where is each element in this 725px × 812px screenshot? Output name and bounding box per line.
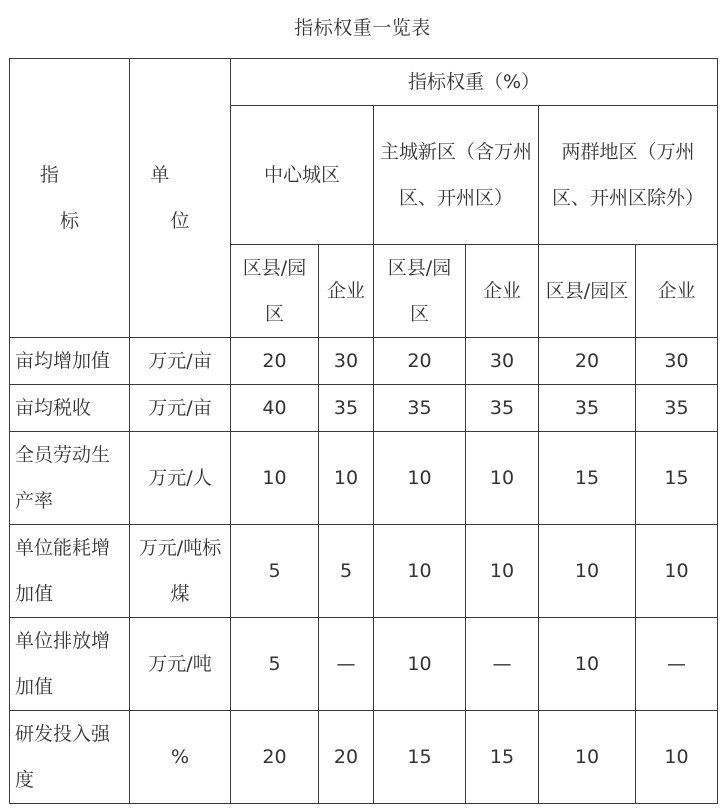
table-row	[10, 432, 718, 525]
row-value: 10	[466, 432, 539, 525]
row-value: 10	[374, 432, 466, 525]
header-sub-enterprise: 企业	[636, 245, 718, 338]
row-value: 15	[374, 711, 466, 804]
row-unit: 万元/吨	[130, 618, 231, 711]
row-indicator: 单位排放增加值	[10, 618, 130, 711]
header-sub-enterprise: 企业	[466, 245, 539, 338]
row-value: 10	[539, 618, 636, 711]
row-unit: 万元/人	[130, 432, 231, 525]
row-value: 5	[231, 525, 319, 618]
row-value: 15	[636, 432, 718, 525]
table-row	[10, 385, 718, 432]
row-unit: 万元/亩	[130, 338, 231, 385]
row-value: 20	[319, 711, 374, 804]
row-value: 35	[636, 385, 718, 432]
row-value: 35	[319, 385, 374, 432]
row-value: 20	[231, 338, 319, 385]
row-indicator: 全员劳动生产率	[10, 432, 130, 525]
table-row	[10, 338, 718, 385]
row-value: 10	[636, 525, 718, 618]
row-value: 10	[539, 525, 636, 618]
header-sub-county: 区县/园区	[374, 245, 466, 338]
row-value: 10	[636, 711, 718, 804]
table-row	[10, 618, 718, 711]
row-value: 35	[374, 385, 466, 432]
header-unit: 单 位	[130, 59, 231, 338]
header-sub-enterprise: 企业	[319, 245, 374, 338]
header-region-two-groups: 两群地区（万州区、开州区除外）	[539, 106, 718, 245]
row-unit: 万元/吨标煤	[130, 525, 231, 618]
row-value: 30	[319, 338, 374, 385]
row-value: 20	[231, 711, 319, 804]
header-sub-county: 区县/园区	[539, 245, 636, 338]
row-value: 10	[539, 711, 636, 804]
row-indicator: 亩均税收	[10, 385, 130, 432]
header-sub-county: 区县/园区	[231, 245, 319, 338]
row-value: 35	[466, 385, 539, 432]
row-value: 10	[374, 618, 466, 711]
row-value: —	[466, 618, 539, 711]
row-value: 15	[539, 432, 636, 525]
header-weight-group: 指标权重（%）	[231, 59, 718, 106]
row-unit: %	[130, 711, 231, 804]
row-value: 10	[466, 525, 539, 618]
header-region-central: 中心城区	[231, 106, 374, 245]
table-row	[10, 525, 718, 618]
row-value: 5	[319, 525, 374, 618]
row-value: 40	[231, 385, 319, 432]
table-row	[10, 711, 718, 804]
row-value: 20	[539, 338, 636, 385]
row-indicator: 研发投入强度	[10, 711, 130, 804]
row-value: 15	[466, 711, 539, 804]
header-region-main-new: 主城新区（含万州区、开州区）	[374, 106, 539, 245]
row-value: 10	[374, 525, 466, 618]
row-unit: 万元/亩	[130, 385, 231, 432]
row-value: 10	[231, 432, 319, 525]
table-title: 指标权重一览表	[294, 17, 431, 39]
row-value: 10	[319, 432, 374, 525]
row-value: 30	[636, 338, 718, 385]
row-value: 35	[539, 385, 636, 432]
row-value: —	[636, 618, 718, 711]
row-indicator: 单位能耗增加值	[10, 525, 130, 618]
row-value: 5	[231, 618, 319, 711]
header-indicator: 指 标	[10, 59, 130, 338]
row-value: 20	[374, 338, 466, 385]
indicator-weight-table	[9, 58, 718, 804]
row-value: —	[319, 618, 374, 711]
row-value: 30	[466, 338, 539, 385]
row-indicator: 亩均增加值	[10, 338, 130, 385]
